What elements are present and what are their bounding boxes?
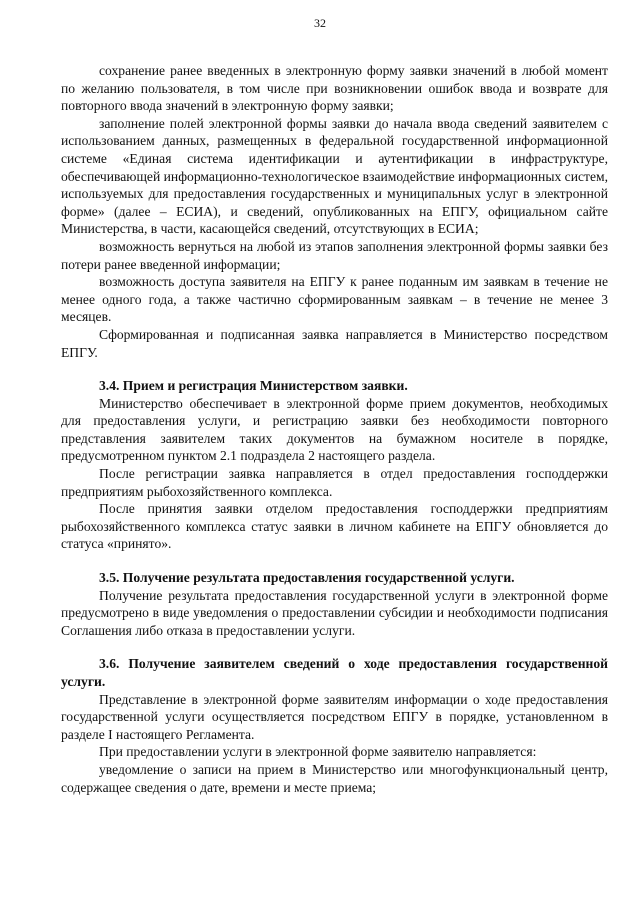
paragraph: возможность вернуться на любой из этапов заполнения электронной формы заявки без потери ранее введенной информации; [61,238,608,272]
paragraph: При предоставлении услуги в электронной форме заявителю направляется: [99,744,537,760]
paragraph: Представление в электронной форме заявителям информации о ходе предоставления государственной услуги осуществляется посредством ЕПГУ в порядке, установленном в разделе I настоящего Регламента. [61,691,608,742]
document-body [61,62,608,796]
paragraph: заполнение полей электронной формы заявки до начала ввода сведений заявителем с использованием данных, размещенных в федеральной государственной информационной системе «Единая система идентификации и аутентификации в инфраструктуре, обеспечивающей информационно-технологическое взаимодействие информационных систем, используемых для предоставления государственных и муниципальных услуг в электронной форме» (далее – ЕСИА), и сведений, опубликованных на ЕПГУ, официальном сайте Министерства, в части, касающейся сведений, отсутствующих в ЕСИА; [61,115,608,237]
paragraph: возможность доступа заявителя на ЕПГУ к ранее поданным им заявкам в течение не менее одного года, а также частично сформированным заявкам – в течение не менее 3 месяцев. [61,274,608,325]
section-heading: 3.6. Получение заявителем сведений о ходе предоставления государственной услуги. [61,656,608,689]
paragraph: Министерство обеспечивает в электронной форме прием документов, необходимых для предоставления услуги, и регистрацию заявки без необходимости повторного представления заявителем таких документов на бумажном носителе в порядке, предусмотренном пунктом 2.1 подраздела 2 настоящего раздела. [61,395,608,464]
section-heading: 3.5. Получение результата предоставления государственной услуги. [99,570,515,586]
page-number: 32 [314,16,326,30]
paragraph: Получение результата предоставления государственной услуги в электронной форме предусмотрено в виде уведомления о предоставлении субсидии и необходимости подписания Соглашения либо отказа в предоставлении услуги. [61,587,608,638]
paragraph: уведомление о записи на прием в Министерство или многофункциональный центр, содержащее сведения о дате, времени и месте приема; [61,761,608,795]
paragraph: После принятия заявки отделом предоставления господдержки предприятиям рыбохозяйственного комплекса статус заявки в личном кабинете на ЕПГУ обновляется до статуса «принято». [61,501,608,552]
paragraph: После регистрации заявка направляется в отдел предоставления господдержки предприятиям рыбохозяйственного комплекса. [61,466,608,499]
paragraph: сохранение ранее введенных в электронную форму заявки значений в любой момент по желанию пользователя, в том числе при возникновении ошибок ввода и возврате для повторного ввода значений в электронную форму заявки; [61,63,608,114]
section-heading: 3.4. Прием и регистрация Министерством заявки. [99,378,408,394]
paragraph: Сформированная и подписанная заявка направляется в Министерство посредством ЕПГУ. [61,326,608,360]
